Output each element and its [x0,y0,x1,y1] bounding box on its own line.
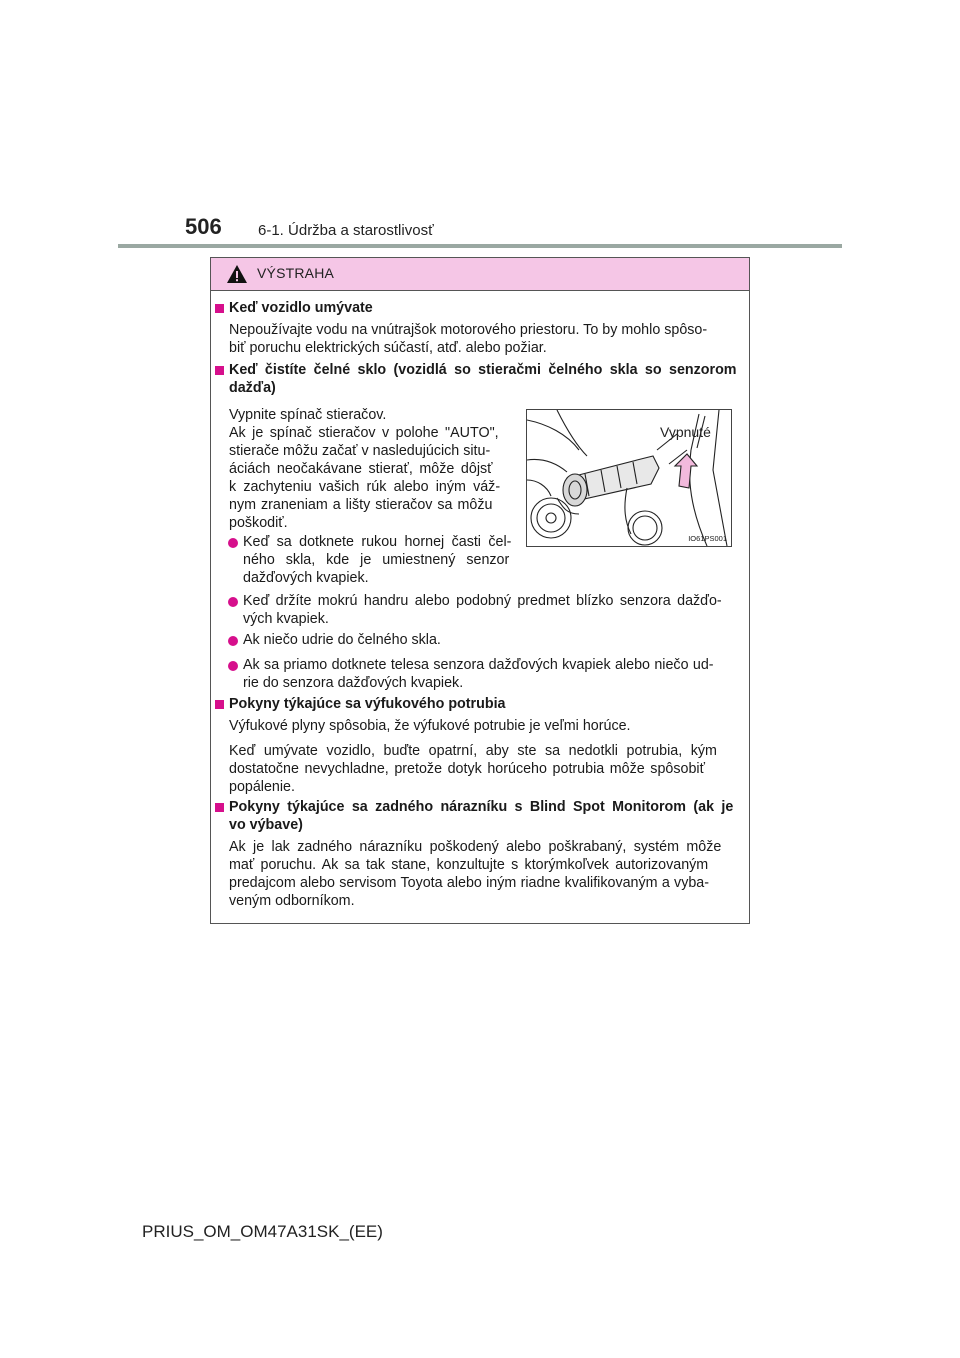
section-heading: dažďa) [229,380,276,396]
square-bullet-icon [215,304,224,313]
text-line: dažďových kvapiek. [243,570,369,586]
text-line: Keď umývate vozidlo, buďte opatrní, aby ste sa nedotkli potrubia, kým [229,743,717,759]
wiper-switch-illustration [526,409,732,547]
text-line: Ak je spínač stieračov v polohe "AUTO", [229,425,499,441]
footer-doc-id: PRIUS_OM_OM47A31SK_(EE) [142,1222,383,1241]
section-heading: Pokyny týkajúce sa výfukového potrubia [229,696,506,712]
round-bullet-icon [228,636,238,646]
round-bullet-icon [228,661,238,671]
text-line: Keď sa dotknete rukou hornej časti čel- [243,534,512,550]
text-line: vých kvapiek. [243,611,329,627]
text-line: ného skla, kde je umiestnený senzor [243,552,510,568]
section-heading: Keď čistíte čelné sklo (vozidlá so stieračmi čelného skla so senzorom [229,362,737,378]
square-bullet-icon [215,700,224,709]
page-number: 506 [185,214,222,239]
text-line: Nepoužívajte vodu na vnútrajšok motorového priestoru. To by mohlo spôso- [229,322,708,338]
square-bullet-icon [215,366,224,375]
figure-label: Vypnuté [660,424,711,440]
section-heading: Pokyny týkajúce sa zadného nárazníku s Blind Spot Monitorom (ak je [229,799,734,815]
warning-title: VÝSTRAHA [257,265,335,281]
text-line: Keď držíte mokrú handru alebo podobný predmet blízko senzora dažďo- [243,593,722,609]
text-line: Ak je lak zadného nárazníku poškodený alebo poškrabaný, systém môže [229,839,722,855]
figure-code: IO61PS001 [688,534,727,543]
text-line: Ak sa priamo dotknete telesa senzora dažďových kvapiek alebo niečo ud- [243,657,714,673]
section-heading: Keď vozidlo umývate [229,300,373,316]
warning-triangle-icon [226,264,248,284]
round-bullet-icon [228,538,238,548]
text-line: Výfukové plyny spôsobia, že výfukové potrubie je veľmi horúce. [229,718,631,734]
text-line: mať poruchu. Ak sa tak stane, konzultujte s ktorýmkoľvek autorizovaným [229,857,709,873]
text-line: veným odborníkom. [229,893,355,909]
text-line: áciách neočakávane stierať, môže dôjsť [229,461,493,477]
warning-header [211,258,749,291]
text-line: rie do senzora dažďových kvapiek. [243,675,464,691]
text-line: poškodiť. [229,515,288,531]
text-line: stierače môžu začať v nasledujúcich situ- [229,443,491,459]
text-line: Ak niečo udrie do čelného skla. [243,632,441,648]
round-bullet-icon [228,597,238,607]
section-title: 6-1. Údržba a starostlivosť [258,222,434,239]
square-bullet-icon [215,803,224,812]
text-line: Vypnite spínač stieračov. [229,407,387,423]
text-line: popálenie. [229,779,295,795]
header-rule [118,244,842,248]
text-line: k zachyteniu vašich rúk alebo iným váž- [229,479,501,495]
section-heading: vo výbave) [229,817,303,833]
text-line: biť poruchu elektrických súčastí, atď. alebo požiar. [229,340,547,356]
text-line: dostatočne nevychladne, pretože dotyk horúceho potrubia môže spôsobiť [229,761,705,777]
text-line: nym zraneniam a lišty stieračov sa môžu [229,497,493,513]
text-line: predajcom alebo servisom Toyota alebo iným riadne kvalifikovaným a vyba- [229,875,710,891]
